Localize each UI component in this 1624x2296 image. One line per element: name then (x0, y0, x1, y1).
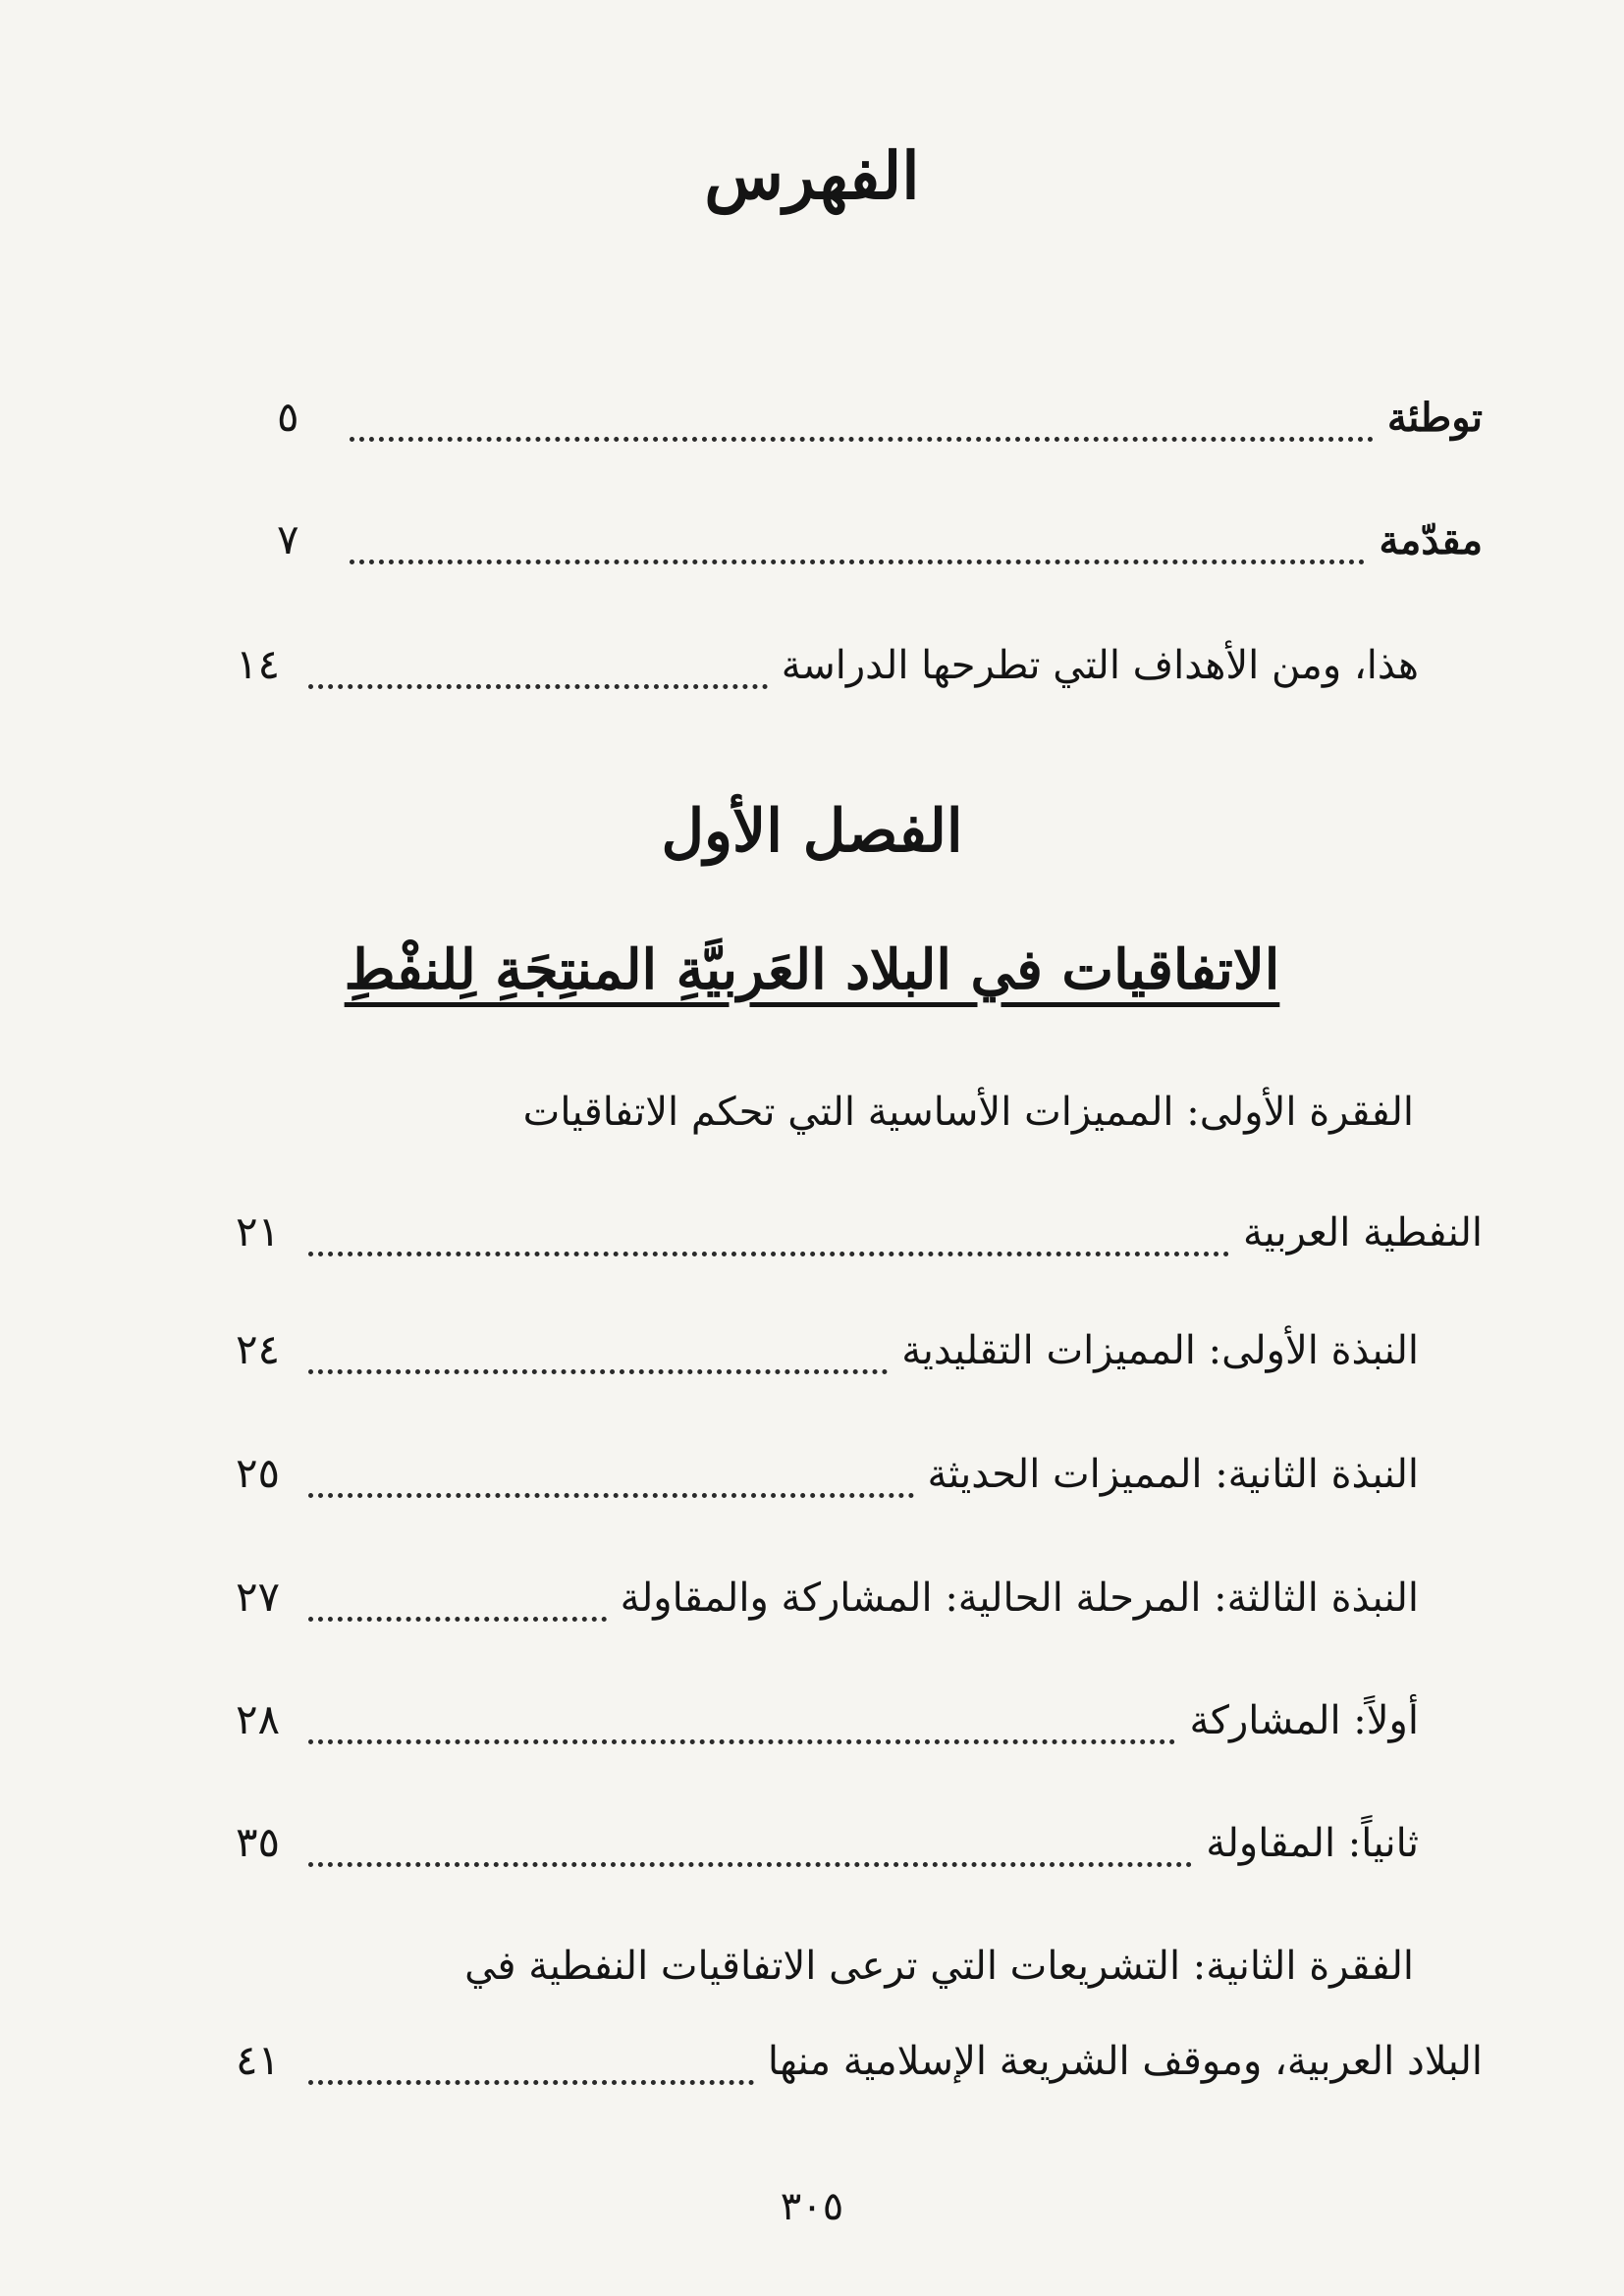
chapter-title: الاتفاقيات في البلاد العَربيَّةِ المنتِجَةِ لِلنفْطِ (344, 937, 1280, 1002)
toc-entry-label: ثانياً: المقاولة (1206, 1821, 1419, 1866)
leader-dots (308, 2076, 754, 2085)
toc-entry-label: النفطية العربية (1243, 1210, 1483, 1255)
toc-entry-page: ٧ (277, 515, 299, 563)
toc-entry-introduction (277, 515, 1483, 584)
toc-entry-page: ٥ (277, 393, 299, 441)
toc-entry-preface (277, 393, 1483, 461)
toc-entry-label: البلاد العربية، وموقف الشريعة الإسلامية منها (767, 2039, 1483, 2084)
toc-entry-label: مقدّمة (1379, 517, 1483, 563)
toc-entry-page: ٢٧ (236, 1573, 281, 1621)
leader-dots (308, 1248, 1229, 1256)
leader-dots (308, 1489, 914, 1498)
toc-entry-section-1 (236, 1207, 1483, 1276)
section-2-line-1: الفقرة الثانية: التشريعات التي ترعى الاتفاقيات النفطية في (464, 1944, 1414, 1989)
toc-entry-label: هذا، ومن الأهداف التي تطرحها الدراسة (781, 643, 1419, 688)
toc-entry-page: ٢١ (236, 1207, 281, 1255)
leader-dots (350, 433, 1374, 442)
toc-entry-label: أولاً: المشاركة (1189, 1698, 1419, 1743)
toc-entry-label: النبذة الأولى: المميزات التقليدية (901, 1328, 1419, 1373)
toc-entry-label: توطئة (1386, 395, 1483, 441)
toc-entry-section-2 (236, 2036, 1483, 2105)
toc-entry-sub-3 (236, 1573, 1419, 1641)
toc-entry-page: ١٤ (236, 640, 281, 688)
leader-dots (308, 1858, 1192, 1867)
leader-dots (308, 680, 768, 689)
toc-entry-label: النبذة الثانية: المميزات الحديثة (927, 1452, 1419, 1497)
toc-entry-page: ٢٤ (236, 1325, 281, 1373)
toc-entry-page: ٢٨ (236, 1695, 281, 1743)
toc-entry-sub-1 (236, 1325, 1419, 1394)
leader-dots (350, 556, 1365, 564)
toc-entry-sub-5 (236, 1818, 1419, 1887)
chapter-number: الفصل الأول (661, 797, 963, 866)
toc-entry-sub-4 (236, 1695, 1419, 1764)
page-title: الفهرس (704, 137, 920, 214)
leader-dots (308, 1613, 607, 1622)
toc-entry-page: ٣٥ (236, 1818, 281, 1866)
leader-dots (308, 1365, 888, 1374)
toc-entry-label: النبذة الثالثة: المرحلة الحالية: المشاركة والمقاولة (620, 1575, 1419, 1621)
toc-entry-sub-2 (236, 1449, 1419, 1518)
toc-entry-page: ٤١ (236, 2036, 281, 2084)
toc-entry-page: ٢٥ (236, 1449, 281, 1497)
section-1-line-1: الفقرة الأولى: المميزات الأساسية التي تحكم الاتفاقيات (522, 1090, 1414, 1135)
page-number: ٣٠٥ (780, 2184, 844, 2229)
toc-entry-objectives (236, 640, 1419, 709)
leader-dots (308, 1735, 1175, 1744)
